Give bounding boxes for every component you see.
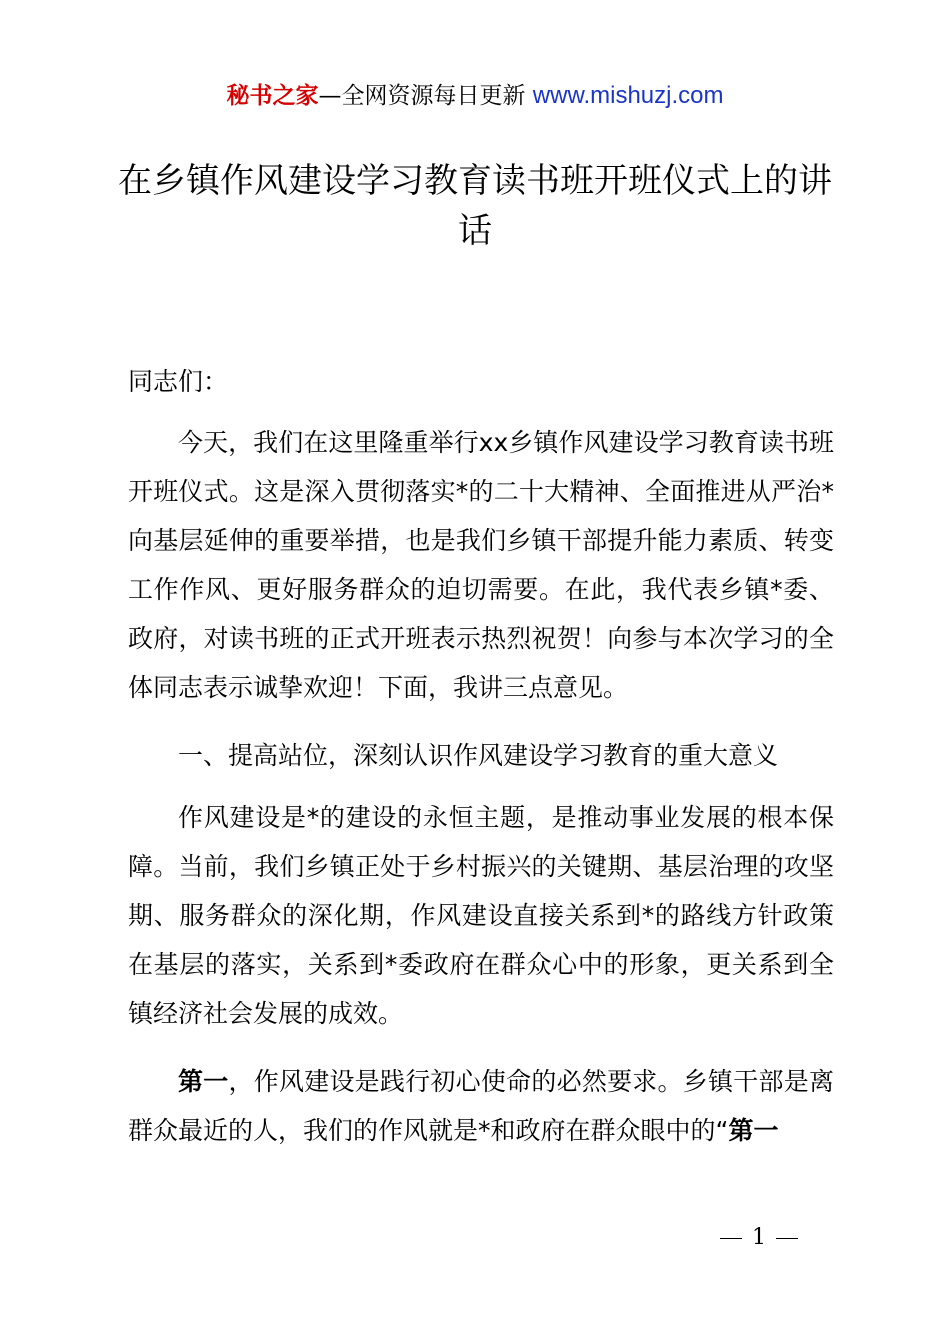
site-slogan: —全网资源每日更新 (318, 83, 533, 109)
site-brand: 秘书之家 (226, 83, 319, 109)
section-heading-1: 一、提高站位，深刻认识作风建设学习教育的重大意义 (178, 741, 779, 770)
page-footer (720, 1223, 798, 1253)
point-one-tail: 第一 (728, 1116, 779, 1145)
footer-dash-right (776, 1238, 798, 1239)
site-url-link[interactable]: www.mishuzj.com (532, 82, 724, 109)
paragraph-point-one (128, 1057, 834, 1155)
point-one-text: ，作风建设是践行初心使命的必然要求。乡镇干部是离群众最近的人，我们的作风就是*和政府在群众眼中的“ (128, 1067, 834, 1145)
page-number: 1 (752, 1225, 766, 1250)
footer-dash-left (720, 1238, 742, 1239)
paragraph-opening: 今天，我们在这里隆重举行xx乡镇作风建设学习教育读书班开班仪式。这是深入贯彻落实*的二十大精神、全面推进从严治*向基层延伸的重要举措，也是我们乡镇干部提升能力素质、转变工作作风、更好服务群众的迫切需要。在此，我代表乡镇*委、政府，对读书班的正式开班表示热烈祝贺！向参与本次学习的全体同志表示诚挚欢迎！下面，我讲三点意见。 (128, 428, 834, 702)
document-title: 在乡镇作风建设学习教育读书班开班仪式上的讲话 (118, 161, 832, 251)
point-one-lead: 第一 (178, 1067, 229, 1096)
greeting: 同志们： (128, 367, 229, 396)
site-header (0, 80, 950, 112)
paragraph-significance: 作风建设是*的建设的永恒主题，是推动事业发展的根本保障。当前，我们乡镇正处于乡村振兴的关键期、基层治理的攻坚期、服务群众的深化期，作风建设直接关系到*的路线方针政策在基层的落实，关系到*委政府在群众心中的形象，更关系到全镇经济社会发展的成效。 (128, 803, 834, 1028)
